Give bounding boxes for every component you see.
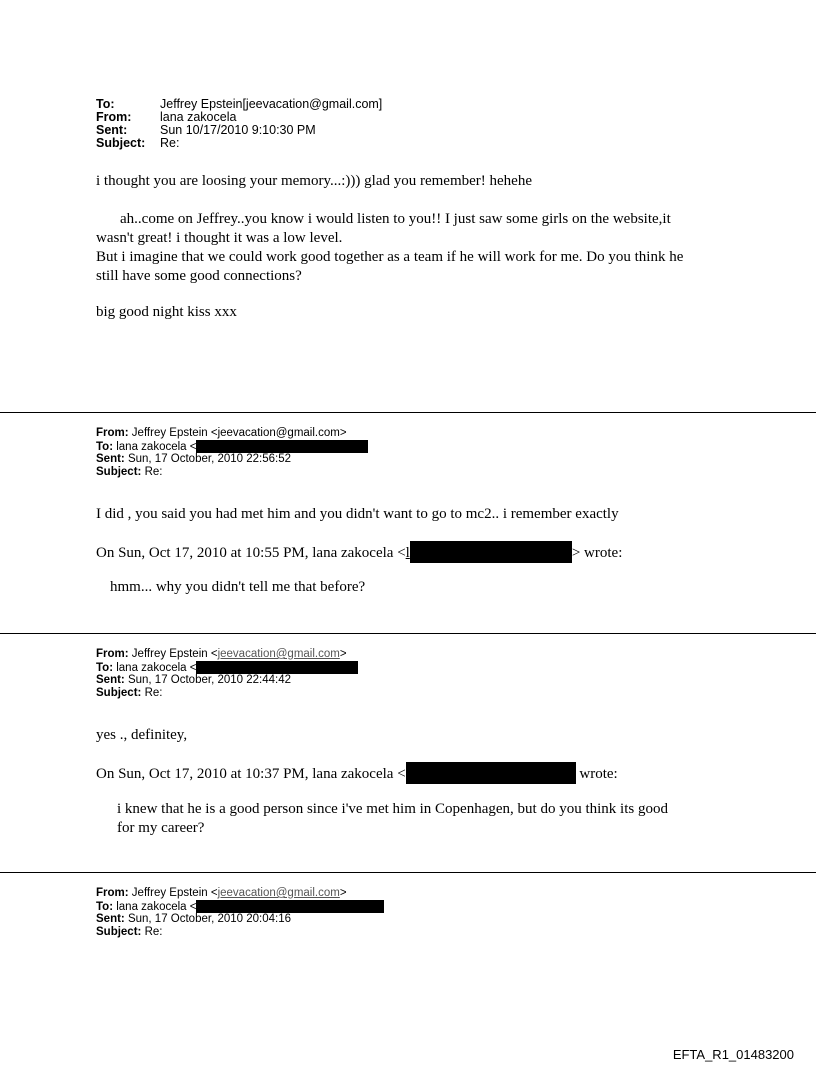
msg2-sent-row: [96, 674, 291, 687]
msg2-from-label: From:: [96, 648, 129, 660]
msg3-subject-label: Subject:: [96, 926, 142, 938]
msg3-sent-row: [96, 913, 291, 926]
msg2-quote-intro-pre: On Sun, Oct 17, 2010 at 10:37 PM, lana zakocela <: [96, 766, 406, 782]
divider-1: [0, 412, 816, 413]
msg1-to-redaction: [196, 440, 368, 453]
sent-value: Sun 10/17/2010 9:10:30 PM: [160, 123, 316, 137]
msg1-subject-label: Subject:: [96, 466, 142, 478]
msg1-from-row: [96, 427, 347, 440]
msg3-subject-value: Re:: [144, 926, 163, 938]
msg3-from-pre: Jeffrey Epstein <: [131, 887, 218, 899]
from-label: From:: [96, 110, 132, 124]
msg3-subject-row: [96, 926, 162, 939]
msg3-email-link[interactable]: jeevacation@gmail.com: [217, 887, 340, 899]
msg2-body: yes ., definitey,: [96, 727, 188, 743]
msg1-to-row: [96, 440, 368, 454]
top-body-line1: i thought you are loosing your memory...:))) glad you remember! hehehe: [96, 173, 532, 189]
msg2-quote-intro: [96, 762, 618, 784]
msg3-to-redaction: [196, 900, 384, 913]
from-value: lana zakocela: [160, 110, 237, 124]
msg1-quote-intro-pre: On Sun, Oct 17, 2010 at 10:55 PM, lana zakocela <: [96, 545, 406, 561]
msg1-sent-value: Sun, 17 October, 2010 22:56:52: [127, 453, 291, 465]
sent-label: Sent:: [96, 123, 128, 137]
msg2-subject-value: Re:: [144, 687, 163, 699]
msg2-quote-line2: for my career?: [117, 820, 205, 836]
msg3-from-row: [96, 887, 347, 900]
msg1-quote-redaction: [410, 541, 572, 563]
msg1-sent-label: Sent:: [96, 453, 125, 465]
msg2-to-row: [96, 661, 358, 675]
msg2-from-row: [96, 648, 347, 661]
msg3-to-value: lana zakocela <: [116, 901, 197, 913]
top-body-para2-line1: ah..come on Jeffrey..you know i would listen to you!! I just saw some girls on the website,it: [120, 211, 671, 227]
msg3-to-label: To:: [96, 901, 114, 913]
msg2-to-redaction: [196, 661, 358, 674]
msg2-quote-redaction: [406, 762, 576, 784]
subject-label: Subject:: [96, 136, 146, 150]
msg1-body: I did , you said you had met him and you didn't want to go to mc2.. i remember exactly: [96, 506, 619, 522]
top-body-para2-line4: still have some good connections?: [96, 268, 302, 284]
msg1-subject-value: Re:: [144, 466, 163, 478]
top-body-para2-line3: But i imagine that we could work good together as a team if he will work for me. Do you think he: [96, 249, 684, 265]
msg1-from-value: Jeffrey Epstein <jeevacation@gmail.com>: [131, 427, 347, 439]
divider-3: [0, 872, 816, 873]
to-label: To:: [96, 97, 115, 111]
msg2-quote-intro-post: wrote:: [579, 766, 618, 782]
msg1-to-value: lana zakocela <: [116, 441, 197, 453]
header-subject-row: [96, 137, 179, 150]
msg1-to-label: To:: [96, 441, 114, 453]
msg3-from-post: >: [339, 887, 347, 899]
msg1-subject-row: [96, 466, 162, 479]
msg3-to-row: [96, 900, 384, 914]
msg1-quote-intro-mid: l: [405, 545, 410, 561]
msg2-sent-value: Sun, 17 October, 2010 22:44:42: [127, 674, 291, 686]
divider-2: [0, 633, 816, 634]
msg2-email-link[interactable]: jeevacation@gmail.com: [217, 648, 340, 660]
to-value: Jeffrey Epstein[jeevacation@gmail.com]: [160, 97, 383, 111]
msg2-quote-line1: i knew that he is a good person since i've met him in Copenhagen, but do you think its good: [117, 801, 668, 817]
msg1-quote-intro-post: > wrote:: [571, 545, 623, 561]
msg2-to-label: To:: [96, 662, 114, 674]
msg1-sent-row: [96, 453, 291, 466]
msg3-from-label: From:: [96, 887, 129, 899]
msg1-quote-intro: [96, 541, 622, 563]
msg1-quote: hmm... why you didn't tell me that before?: [110, 579, 366, 595]
msg1-from-label: From:: [96, 427, 129, 439]
msg2-subject-label: Subject:: [96, 687, 142, 699]
msg2-from-post: >: [339, 648, 347, 660]
msg3-sent-label: Sent:: [96, 913, 125, 925]
top-body-para2-line2: wasn't great! i thought it was a low level.: [96, 230, 343, 246]
bates-number: EFTA_R1_01483200: [672, 1047, 794, 1062]
msg2-to-value: lana zakocela <: [116, 662, 197, 674]
msg2-sent-label: Sent:: [96, 674, 125, 686]
top-body-signoff: big good night kiss xxx: [96, 304, 237, 320]
msg2-from-pre: Jeffrey Epstein <: [131, 648, 218, 660]
msg3-sent-value: Sun, 17 October, 2010 20:04:16: [127, 913, 291, 925]
header-to-row: [96, 98, 382, 111]
subject-value: Re:: [160, 136, 180, 150]
msg2-subject-row: [96, 687, 162, 700]
